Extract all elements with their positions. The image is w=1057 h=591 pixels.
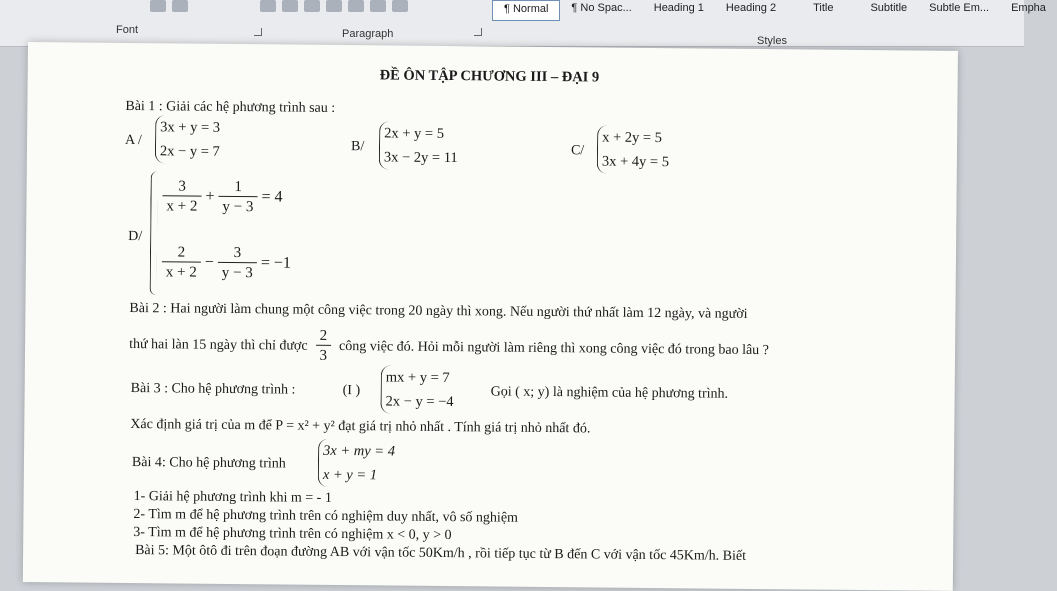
bai4-q2: 2- Tìm m để hệ phương trình trên có nghiệm duy nhất, vô số nghiệm	[133, 507, 519, 526]
borders-icon[interactable]	[392, 0, 408, 12]
bai5-line1: Bài 5: Một ôtô đi trên đoạn đường AB với vận tốc 50Km/h , rồi tiếp tục từ B đến C với vận tốc 45Km/h. Biết	[135, 543, 747, 564]
bai1-a-eq1: 3x + y = 3	[160, 119, 221, 136]
highlight-icon[interactable]	[150, 0, 166, 12]
style-heading-1[interactable]: Heading 1	[653, 2, 704, 14]
align-right-icon[interactable]	[304, 0, 320, 12]
style-title[interactable]: Title	[813, 2, 834, 14]
bai4-eq1: 3x + my = 4	[323, 442, 396, 460]
bai1-d-eq1: $\frac{3}{x + 2}$ + $\frac{1}{y - 3}$ = 4	[162, 177, 282, 217]
bai1-b-eq2: 3x − 2y = 11	[383, 149, 458, 167]
line-spacing-icon[interactable]	[348, 0, 364, 12]
fraction: $\frac{2}{x + 2}$	[162, 243, 201, 282]
style-no-spacing[interactable]: ¶ No Spac...	[571, 2, 632, 14]
style-subtle-emphasis[interactable]: Subtle Em...	[929, 2, 990, 14]
bai1-b-label: B/	[350, 139, 365, 155]
document-page[interactable]	[23, 42, 958, 591]
bai3-label: (I )	[342, 383, 361, 399]
styles-gallery	[492, 0, 1057, 21]
fraction: $\frac{3}{x + 2}$	[162, 177, 201, 216]
bai3-eq2: 2x − y = −4	[385, 393, 454, 411]
ribbon-toolbar-icons	[150, 0, 408, 12]
bai3-lead: Bài 3 : Cho hệ phương trình :	[130, 381, 296, 398]
bai1-heading: Bài 1 : Giải các hệ phương trình sau :	[125, 98, 336, 116]
paragraph-dialog-launcher-icon[interactable]	[474, 28, 482, 36]
bai3-line2: Xác định giá trị của m để P = x² + y² đạt giá trị nhỏ nhất . Tính giá trị nhỏ nhất đó.	[130, 417, 591, 437]
ribbon	[0, 0, 1046, 47]
align-center-icon[interactable]	[282, 0, 298, 12]
bai4-eq2: x + y = 1	[322, 466, 378, 484]
bai1-d-brace	[150, 171, 158, 295]
bai1-d-label: D/	[128, 228, 143, 245]
bai4-q3: 3- Tìm m để hệ phương trình trên có nghiệm x < 0, y > 0	[133, 525, 452, 544]
bai1-c-eq2: 3x + 4y = 5	[601, 153, 670, 171]
document-title: ĐỀ ÔN TẬP CHƯƠNG III – ĐẠI 9	[379, 67, 600, 86]
bai1-a-label: A /	[124, 132, 142, 149]
bai1-a-eq2: 2x − y = 7	[159, 143, 220, 160]
bai3-system	[380, 365, 454, 414]
font-dialog-launcher-icon[interactable]	[254, 28, 262, 36]
paragraph-group-label: Paragraph	[342, 28, 394, 40]
bai4-lead: Bài 4: Cho hệ phương trình	[131, 455, 286, 472]
bai4-q1: 1- Giải hệ phương trình khi m = - 1	[133, 489, 332, 506]
bai4-system	[318, 439, 395, 488]
shading-icon[interactable]	[370, 0, 386, 12]
fraction: $\frac{3}{y - 3}$	[218, 244, 257, 283]
bai1-c-label: C/	[570, 143, 585, 159]
bai1-c-eq1: x + 2y = 5	[602, 129, 663, 147]
bai2-line2: thứ hai làn 15 ngày thì chỉ được $\frac{2}{3}$ công việc đó. Hỏi mỗi người làm riêng thì xong công việc đó trong bao lâu ?	[129, 325, 769, 370]
bai1-d-eq2: $\frac{2}{x + 2}$ − $\frac{3}{y - 3}$ = −1	[162, 243, 291, 283]
bai1-a-system	[155, 115, 220, 164]
justify-icon[interactable]	[326, 0, 342, 12]
style-normal[interactable]: ¶ Normal	[492, 0, 560, 21]
font-color-icon[interactable]	[172, 0, 188, 12]
align-left-icon[interactable]	[260, 0, 276, 12]
style-emphasis[interactable]: Empha	[1011, 2, 1046, 14]
bai1-b-system	[379, 121, 458, 170]
style-heading-2[interactable]: Heading 2	[725, 2, 777, 14]
bai1-c-system	[597, 125, 670, 174]
fraction: $\frac{1}{y - 3}$	[218, 178, 257, 217]
font-group-label: Font	[116, 24, 139, 36]
styles-group-label: Styles	[757, 35, 787, 47]
fraction: $\frac{2}{3}$	[315, 327, 331, 366]
bai2-line1: Bài 2 : Hai người làm chung một công việc trong 20 ngày thì xong. Nếu người thứ nhất làm 12 ngày, và người	[129, 300, 748, 322]
bai3-tail: Gọi ( x; y) là nghiệm của hệ phương trình.	[490, 384, 729, 402]
bai1-b-eq1: 2x + y = 5	[384, 125, 445, 142]
style-subtitle[interactable]: Subtitle	[870, 2, 908, 14]
document-body	[23, 42, 958, 591]
bai3-eq1: mx + y = 7	[385, 369, 450, 387]
